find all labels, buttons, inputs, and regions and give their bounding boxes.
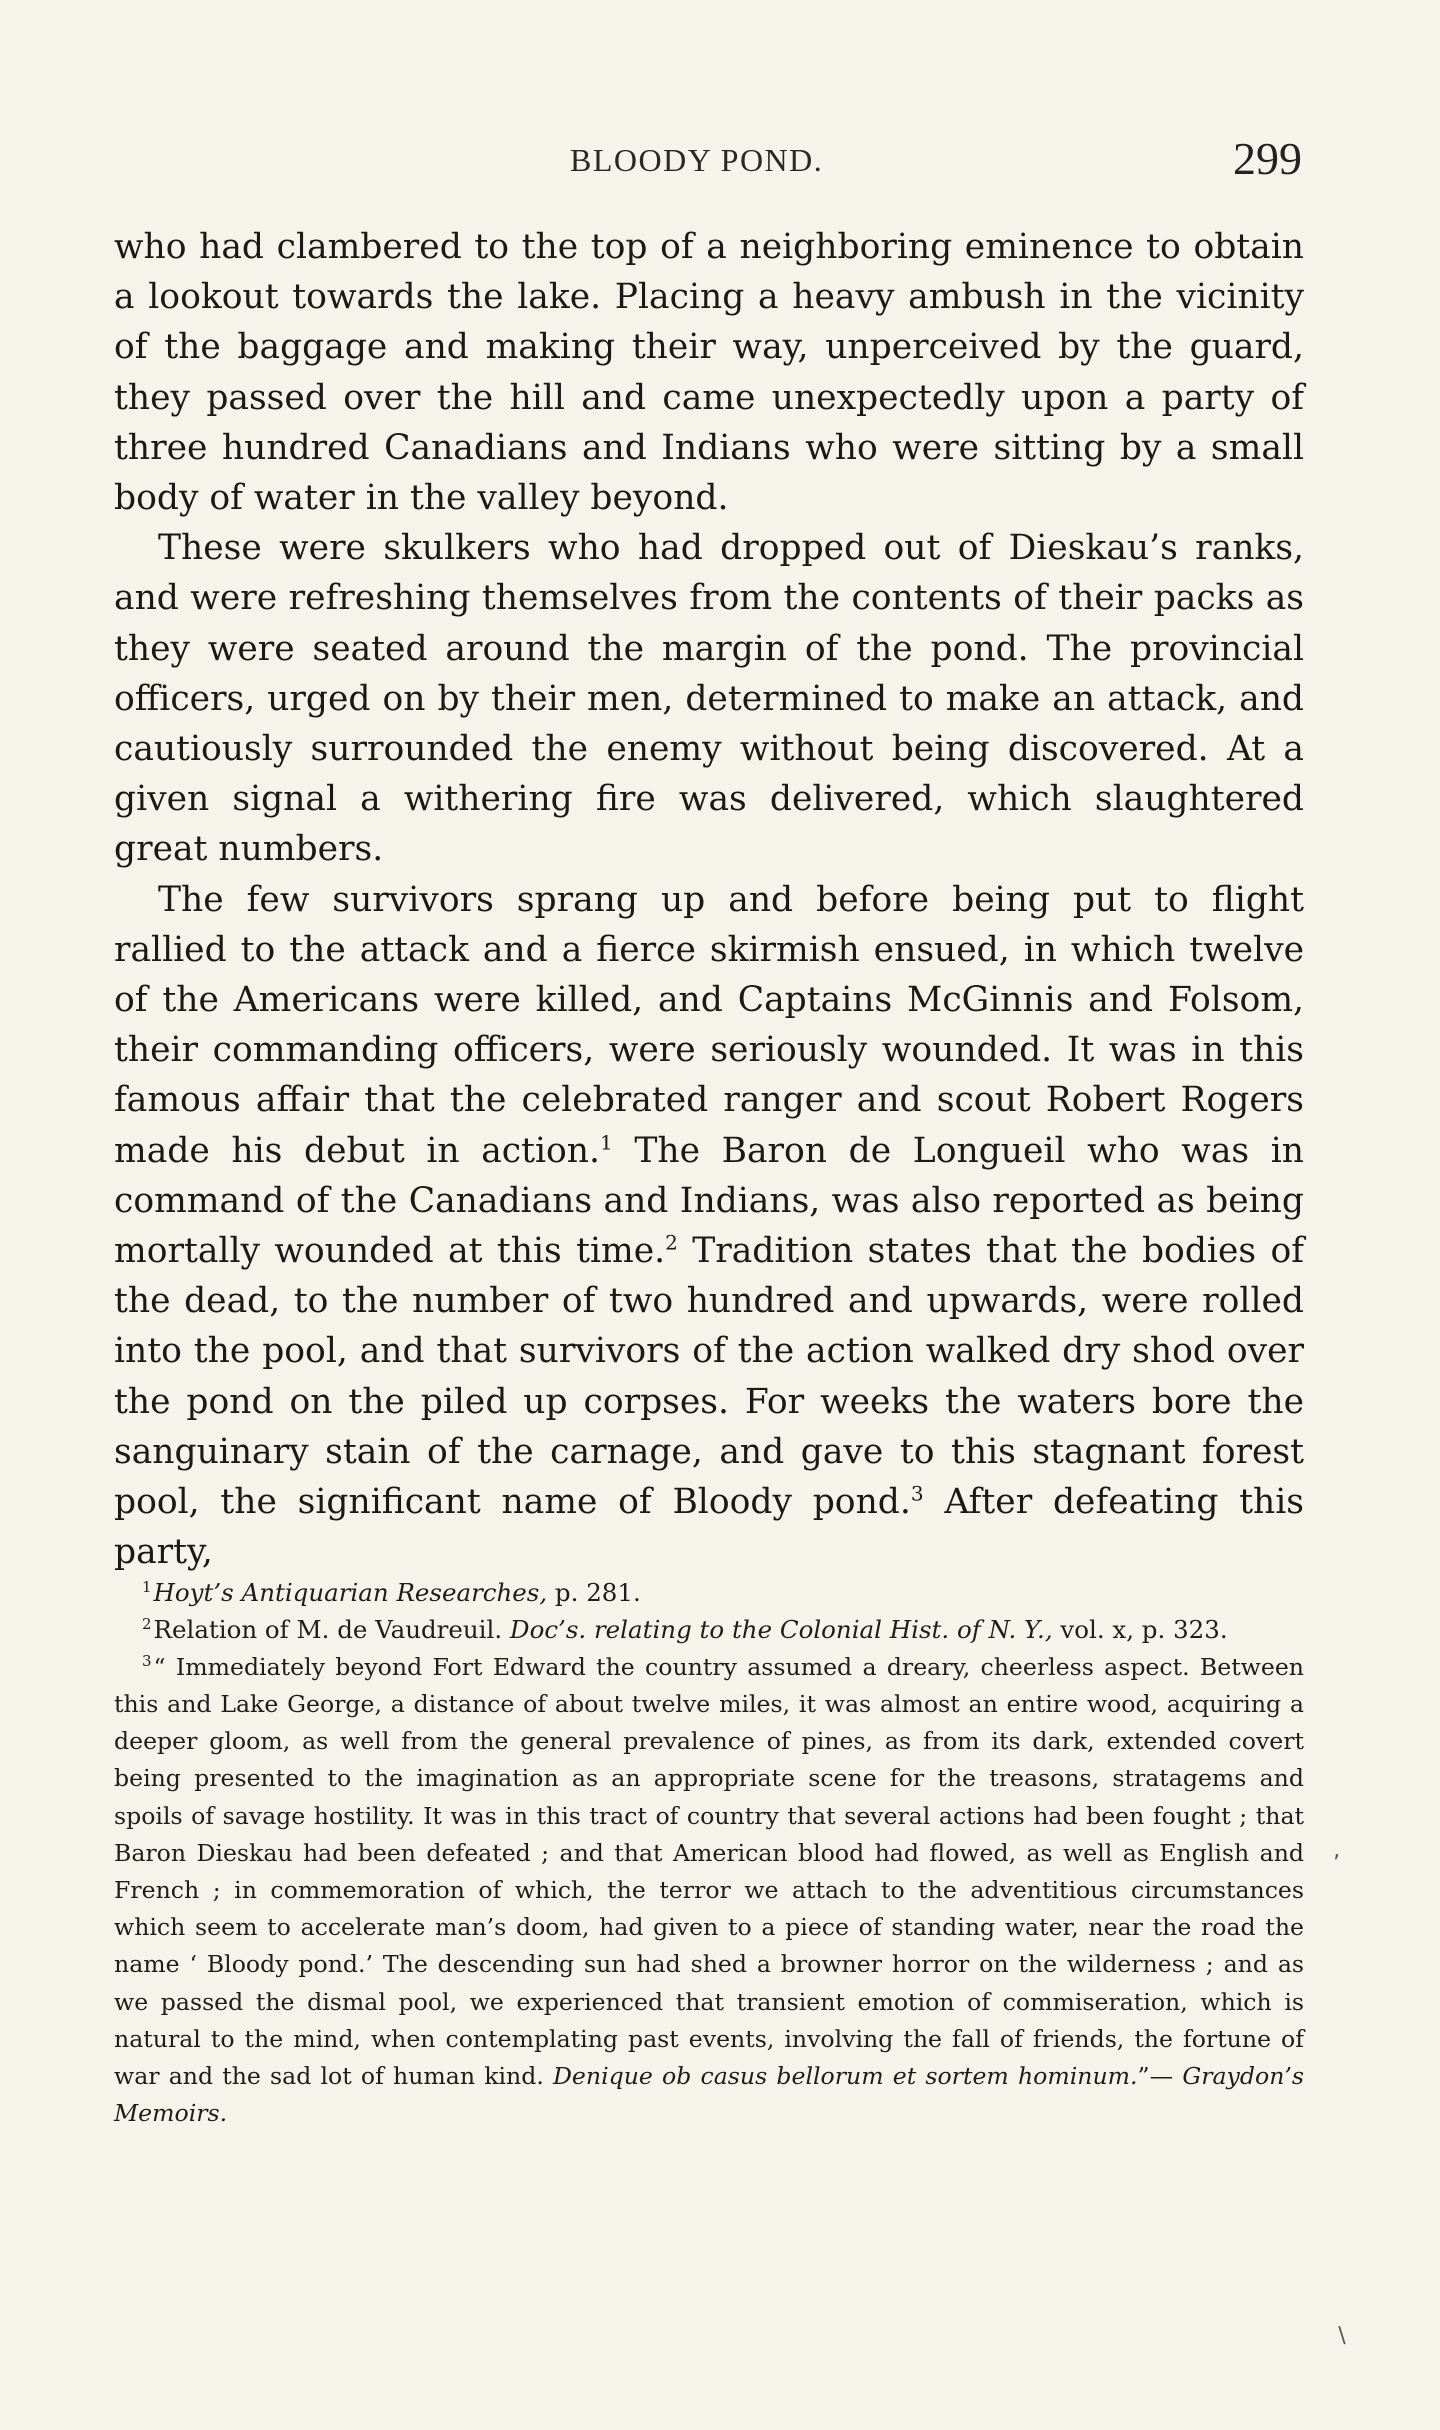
footnote-ref-2: 2 xyxy=(665,1230,678,1255)
footnote-2-rest: vol. x, p. 323. xyxy=(1052,1615,1228,1645)
paragraph-3-part-a: The few survivors sprang up and before being put to flight rallied to the attack and a fierce skirmish ensued, in which twelve of the Americans were killed, and Captains McGinnis and Folsom, their commanding officers, were seriously wounded. It was in this famous affair that the celebrated ranger and scout Robert Rogers made his debut in action. xyxy=(114,879,1304,1171)
footnote-2-pre: Relation of M. de Vaudreuil. xyxy=(153,1615,510,1645)
paragraph-3-part-d: After defeating this party, xyxy=(114,1482,1305,1573)
footnote-3-latin: Denique ob casus bellorum et sortem hominum. xyxy=(553,2062,1138,2091)
footnote-3-mark: 3 xyxy=(142,1651,152,1670)
footnote-3 xyxy=(114,1649,1304,2133)
footnote-2 xyxy=(114,1611,1304,1648)
footnote-1-rest: p. 281. xyxy=(547,1578,641,1607)
running-title: BLOODY POND. xyxy=(570,142,824,178)
footnote-2-mark: 2 xyxy=(142,1615,152,1634)
footnote-1 xyxy=(114,1574,1304,1611)
footnote-1-title: Hoyt’s Antiquarian Researches, xyxy=(153,1578,548,1607)
footnote-1-mark: 1 xyxy=(142,1577,152,1596)
paragraph-3-part-c: Tradition states that the bodies of the dead, to the number of two hundred and upwards, were rolled into the pool, and that survivors of the action walked dry shod over the pond on the piled up corpses. For weeks the waters bore the sanguinary stain of the carnage, and gave to this stagnant forest pool, the significant name of Bloody pond. xyxy=(114,1231,1304,1523)
paragraph-3-part-b: The Baron de Longueil who was in command of the Canadians and Indians, was also reported as being mortally wounded at this time. xyxy=(114,1130,1304,1272)
footnote-2-title: Doc’s. relating to the Colonial Hist. of N. Y., xyxy=(509,1615,1053,1645)
footnotes xyxy=(114,1574,1304,2132)
paragraph-1: who had clambered to the top of a neighboring eminence to obtain a lookout towards the lake. Placing a heavy ambush in the vicinity of the baggage and making their way, unperceived by the guard, they passed over the hill and came unexpectedly upon a party of three hundred Canadians and Indians who were sitting by a small body of water in the valley beyond. xyxy=(114,227,1304,519)
main-text xyxy=(114,222,1304,1577)
footnote-ref-3: 3 xyxy=(910,1481,924,1506)
paragraph-3 xyxy=(114,875,1304,1578)
footnote-3-text: “ Immediately beyond Fort Edward the country assumed a dreary, cheerless aspect. Between this and Lake George, a distance of about twelve miles, it was almost an entire wood, acquiring a deeper gloom, as well from the general prevalence of pines, as from its dark, extended covert being presented to the imagination as an appropriate scene for the treasons, stratagems and spoils of savage hostility. It was in this tract of country that several actions had been fought ; that Baron Dieskau had been defeated ; and that American blood had flowed, as well as English and French ; in commemoration of which, the terror we attach to the adventitious circumstances which seem to accelerate man’s doom, had given to a piece of standing water, near the road the name ‘ Bloody pond.’ The descending sun had shed a browner horror on the wilderness ; and as we passed the dismal pool, we experienced that transient emotion of commiseration, which is natural to the mind, when contemplating past events, involving the fall of friends, the fortune of war and the sad lot of human kind. xyxy=(114,1652,1304,2091)
paragraph-2: These were skulkers who had dropped out of Dieskau’s ranks, and were refreshing themselves from the contents of their packs as they were seated around the margin of the pond. The provincial officers, urged on by their men, determined to make an attack, and cautiously surrounded the enemy without being discovered. At a given signal a withering fire was delivered, which slaughtered great numbers. xyxy=(114,528,1304,870)
footnote-ref-1: 1 xyxy=(599,1130,613,1155)
stray-ink-mark-bottom: ∖ xyxy=(1334,2324,1349,2349)
running-head xyxy=(110,132,1320,192)
footnote-3-close: ”— xyxy=(1137,2062,1183,2091)
page-number: 299 xyxy=(1233,133,1302,184)
footnote-3-source: Graydon’s Memoirs. xyxy=(114,2062,1304,2128)
stray-ink-mark: ‚ xyxy=(1333,1838,1340,1863)
